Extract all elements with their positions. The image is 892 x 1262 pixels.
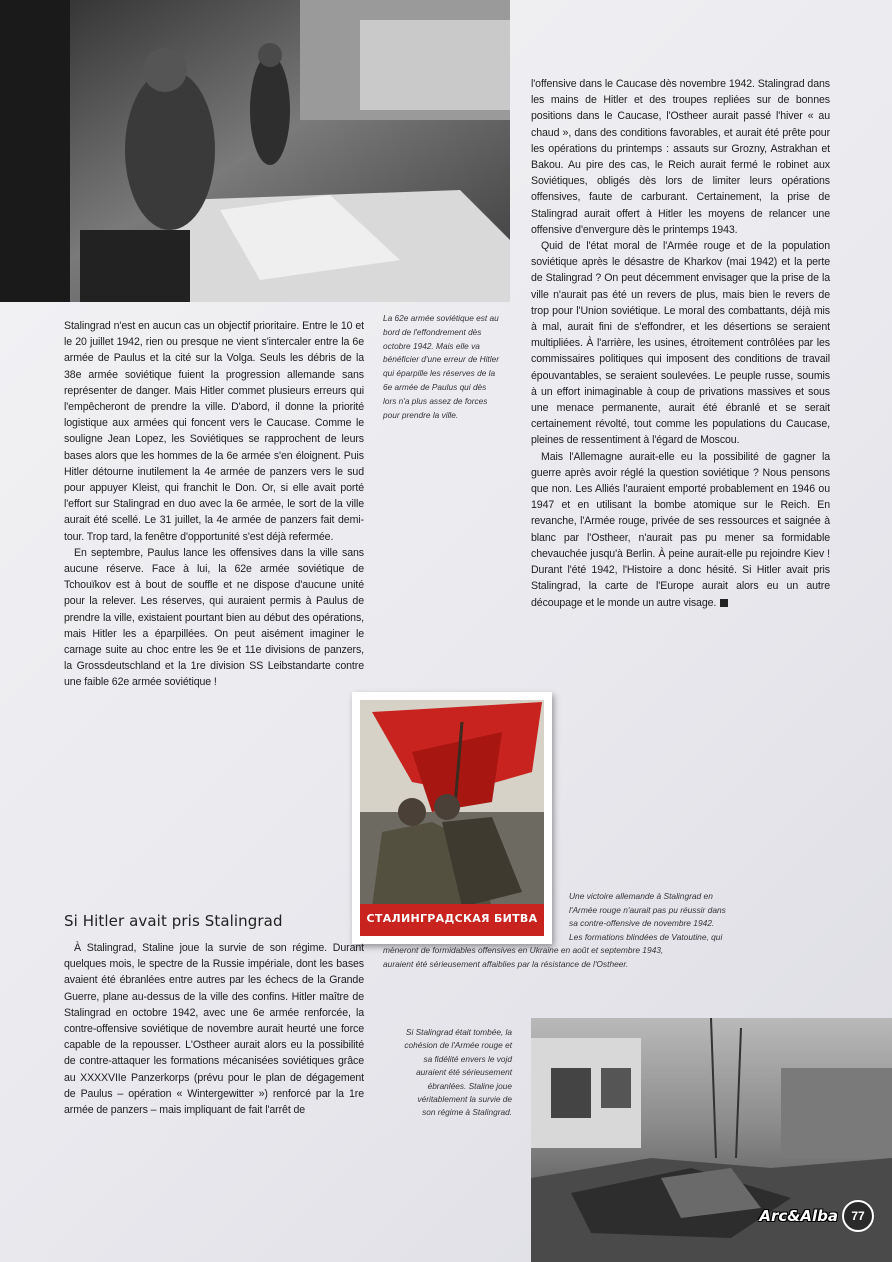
bottom-photo-caption: Si Stalingrad était tombée, la cohésion de l'Armée rouge et sa fidélité envers le vojd auraient été sérieusement ébranlées. Staline joue véritablement la survie de son régime à Stalingrad. — [404, 1027, 512, 1118]
sidebar-note: La 62e armée soviétique est au bord de l'effondrement dès octobre 1942. Mais elle va bénéficier d'une erreur de Hitler qui éparpille les réserves de la 6e armée de Paulus qui dès lors n'a plus assez de forces pour prendre la ville. — [383, 313, 499, 420]
page-footer — [759, 1200, 874, 1232]
col1-paragraph-1: Stalingrad n'est en aucun cas un objectif prioritaire. Entre le 10 et le 20 juillet 1942, rien ou presque ne vient s'intercaler entre la 6e armée de Paulus et la cité sur la Volga. Seuls les débris de la 38e armée soviétique fuient la progression allemande sans représenter de danger. Mais Hitler commet plusieurs erreurs qui l'empêcheront de prendre la ville. D'abord, il donne la priorité logistique aux armées qui foncent vers le Caucase. Comme le souligne Jean Lopez, les Soviétiques se rapprochent de leurs bases alors que les hommes de la 6e armée s'en éloignent. Puis Hitler détourne inutilement la 4e armée de panzers vers le sud pour appuyer Kleist, qui franchit le Don. Or, si elle avait porté l'effort sur Stalingrad en duo avec la 6e armée, le sort de la ville aurait été scellé. Le 31 juillet, la 4e armée de panzers fait demi-tour. Trop tard, la fenêtre d'opportunité s'est déjà refermée. — [64, 320, 364, 543]
col1-paragraph-2: En septembre, Paulus lance les offensives dans la ville sans aucune réserve. Face à lui, la 62e armée soviétique de Tchouïkov est à bout de souffle et ne dispose d'aucune unité pour la relever. Les réserves, qui auraient permis à Paulus de prendre la ville, existaient pourtant bien au début des opérations, mais Hitler les a éparpillées. On peut aisément imaginer le carnage suite au choc entre les 9e et 11e divisions de panzers, la Grossdeutschland et la 1re division SS Leibstandarte contre une faible 62e armée soviétique ! — [64, 546, 364, 689]
poster-title: СТАЛИНГРАДСКАЯ БИТВА — [366, 912, 538, 925]
poster-caption-line-3: sa contre-offensive de novembre 1942. — [569, 918, 715, 929]
col2-text — [531, 76, 830, 611]
top-photo — [0, 0, 510, 302]
section-heading: Si Hitler avait pris Stalingrad — [64, 912, 283, 930]
col1b-text — [64, 940, 364, 1118]
col1-text — [64, 318, 364, 691]
page-number: 77 — [842, 1200, 874, 1232]
magazine-logo: Arc&Alba — [759, 1207, 838, 1225]
col2-paragraph-3: Mais l'Allemagne aurait-elle eu la possibilité de gagner la guerre après avoir réglé la question soviétique ? Nous pensons que non. Les Alliés l'auraient emporté probablement en 1946 ou 1947 et en utilisant la bombe atomique sur le Reich. En revanche, l'Armée rouge, privée de ses ressources et saignée à blanc par l'Ostheer, n'aurait pas pu mener sa formidable chevauchée jusqu'à Berlin. À peine aurait-elle pu rejoindre Kiev ! Durant l'été 1942, l'Histoire a donc hésité. Si Hitler avait pris Stalingrad, la carte de l'Europe aurait alors eu un autre découpage et le monde un autre visage. — [531, 450, 830, 609]
top-photo-image — [0, 0, 510, 302]
col2-paragraph-1: l'offensive dans le Caucase dès novembre 1942. Stalingrad dans les mains de Hitler et des troupes repliées sur de bonnes positions dans le Caucase, l'Ostheer aurait passé l'hiver « au chaud », dans des conditions favorables, et aurait été prête pour les opérations du printemps : assauts sur Grozny, Astrakhan et Bakou. Au pire des cas, le Reich aurait fermé le robinet aux Soviétiques, obligés dès lors de limiter leurs opérations offensives, faute de carburant. Certainement, la prise de Stalingrad aurait offert à Hitler les moyens de relancer une offensive d'envergure dès le printemps 1943. — [531, 78, 830, 236]
poster-caption-line-4: Les formations blindées de Vatoutine, qui — [569, 931, 723, 942]
poster-caption-line-1: Une victoire allemande à Stalingrad en — [569, 891, 713, 901]
poster-caption-line-5: mèneront de formidables offensives en Ukraine en août et septembre 1943, — [383, 945, 664, 956]
poster-caption — [383, 890, 823, 972]
poster-caption-line-2: l'Armée rouge n'aurait pas pu réussir dans — [569, 904, 726, 915]
poster-caption-line-6: auraient été sérieusement affaiblies par la résistance de l'Ostheer. — [383, 958, 629, 969]
end-mark-icon — [720, 599, 728, 607]
col1b-paragraph-1: À Stalingrad, Staline joue la survie de son régime. Durant quelques mois, le spectre de la Russie impériale, dont les bases avaient été ébranlées entre autres par les échecs de la Grande Guerre, plane au-dessus de la ville des confins. Hitler maître de Stalingrad en octobre 1942, avec une 6e armée renforcée, la contre-offensive soviétique de novembre aurait heurté une force capable de la repousser. L'Ostheer aurait alors eu la possibilité de contre-attaquer les formations mécanisées soviétiques grâce au XXXXVIIe Panzerkorps (prévu pour le plan de dégagement de Paulus – opération « Wintergewitter ») renforcé par la 1re armée de panzers – mais impliquant de fait l'arrêt de — [64, 942, 364, 1117]
col2-paragraph-2: Quid de l'état moral de l'Armée rouge et de la population soviétique après le désastre de Kharkov (mai 1942) et la perte de Stalingrad ? On peut décemment envisager que la prise de la ville n'aurait pas été un revers de plus, mais bien le revers de trop pour l'Union soviétique. Le moral des combattants, déjà mis à mal, aurait fini de s'effondrer, et les désertions se seraient multipliées. À l'arrière, les usines, étroitement contrôlées par les commissaires politiques qui imposent des conditions de travail épouvantables, se seraient soulevées. Le peuple russe, soumis à un effort inimaginable à coup de privations massives et sous une menace permanente, aurait été ébranlé et se serait certainement révolté, tout comme les populations du Caucase, pleines de ressentiment à l'égard de Moscou. — [531, 240, 830, 447]
